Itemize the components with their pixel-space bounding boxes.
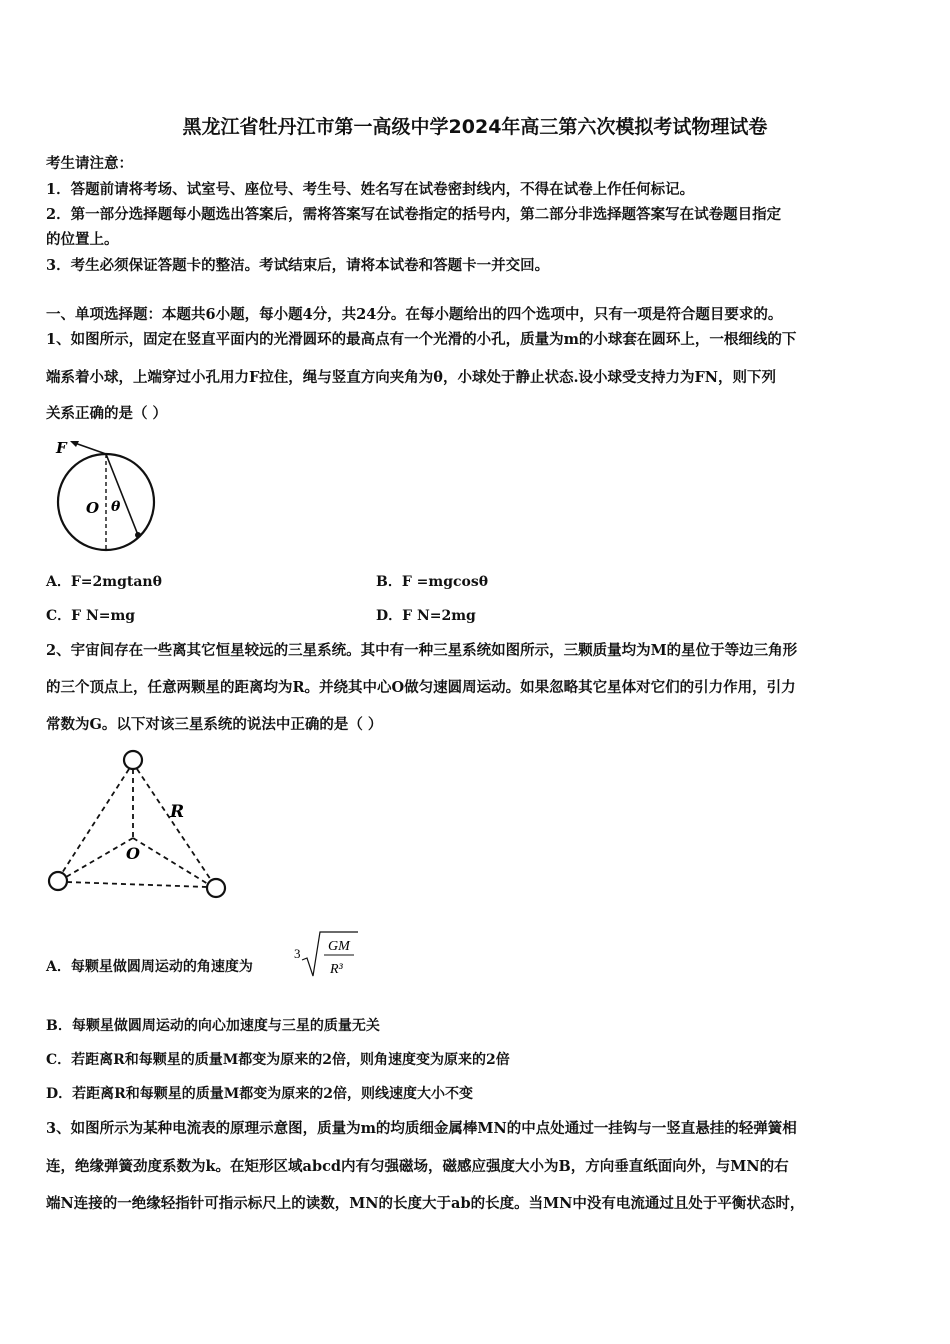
q3-text: 连，绝缘弹簧劲度系数为k。在矩形区域abcd内有匀强磁场，磁感应强度大小为B，方向垂直纸面向外，与MN的右 [46, 1158, 789, 1175]
string-line [106, 454, 138, 535]
label-r: R [170, 802, 185, 822]
notice-item: 2．第一部分选择题每小题选出答案后，需将答案写在试卷指定的括号内，第二部分非选择题答案写在试卷题目指定 [46, 206, 782, 223]
ball [135, 532, 141, 538]
q2-text: 常数为G。以下对该三星系统的说法中正确的是（ ） [46, 716, 383, 733]
q2-option-a[interactable]: A．每颗星做圆周运动的角速度为 [46, 959, 253, 975]
q3-text: 3、如图所示为某种电流表的原理示意图，质量为m的均质细金属棒MN的中点处通过一挂钩与一竖直悬挂的轻弹簧相 [46, 1120, 797, 1137]
notice-heading: 考生请注意： [46, 155, 133, 172]
star-left [49, 872, 67, 890]
q1-option-d[interactable]: D．F N=2mg [376, 608, 476, 624]
label-theta: θ [111, 499, 121, 515]
label-o: O [86, 499, 100, 517]
section-heading: 一、单项选择题：本题共6小题，每小题4分，共24分。在每小题给出的四个选项中，只有一项是符合题目要求的。 [46, 306, 783, 323]
radius-right [133, 838, 208, 884]
q1-option-c[interactable]: C．F N=mg [46, 608, 136, 624]
radius-left [66, 838, 133, 877]
page-title: 黑龙江省牡丹江市第一高级中学2024年高三第六次模拟考试物理试卷 [182, 116, 768, 138]
notice-item: 3．考生必须保证答题卡的整洁。考试结束后，请将本试卷和答题卡一并交回。 [46, 257, 550, 274]
q2-triangle-figure [44, 745, 234, 905]
star-right [207, 879, 225, 897]
q1-text: 关系正确的是（ ） [46, 405, 168, 422]
q1-ring-figure [50, 436, 165, 556]
q1-option-b[interactable]: B．F =mgcosθ [376, 574, 489, 590]
q2-text: 2、宇宙间存在一些离其它恒星较远的三星系统。其中有一种三星系统如图所示，三颗质量均为M的星位于等边三角形 [46, 642, 798, 659]
root-index: 3 [294, 946, 301, 961]
notice-item: 的位置上。 [46, 231, 119, 248]
side-bottom [67, 882, 207, 887]
notice-item: 1．答题前请将考场、试室号、座位号、考生号、姓名写在试卷密封线内，不得在试卷上作任何标记。 [46, 181, 695, 198]
label-f: F [56, 439, 67, 457]
q1-text: 端系着小球，上端穿过小孔用力F拉住，绳与竖直方向夹角为θ，小球处于静止状态.设小球受支持力为FN，则下列 [46, 369, 777, 386]
formula-denominator: R³ [330, 962, 343, 977]
cube-root-formula [292, 930, 362, 980]
q1-option-a[interactable]: A．F=2mgtanθ [46, 574, 162, 590]
q2-text: 的三个顶点上，任意两颗星的距离均为R。并绕其中心O做匀速圆周运动。如果忽略其它星体对它们的引力作用，引力 [46, 679, 796, 696]
q2-option-c[interactable]: C．若距离R和每颗星的质量M都变为原来的2倍，则角速度变为原来的2倍 [46, 1052, 510, 1068]
q1-text: 1、如图所示，固定在竖直平面内的光滑圆环的最高点有一个光滑的小孔，质量为m的小球套在圆环上，一根细线的下 [46, 331, 797, 348]
formula-numerator: GM [328, 939, 350, 954]
star-top [124, 751, 142, 769]
side-left [62, 769, 129, 873]
q3-text: 端N连接的一绝缘轻指针可指示标尺上的读数，MN的长度大于ab的长度。当MN中没有电流通过且处于平衡状态时， [46, 1195, 805, 1212]
label-o: O [126, 844, 140, 863]
q2-option-b[interactable]: B．每颗星做圆周运动的向心加速度与三星的质量无关 [46, 1018, 380, 1034]
q2-option-d[interactable]: D．若距离R和每颗星的质量M都变为原来的2倍，则线速度大小不变 [46, 1086, 474, 1102]
